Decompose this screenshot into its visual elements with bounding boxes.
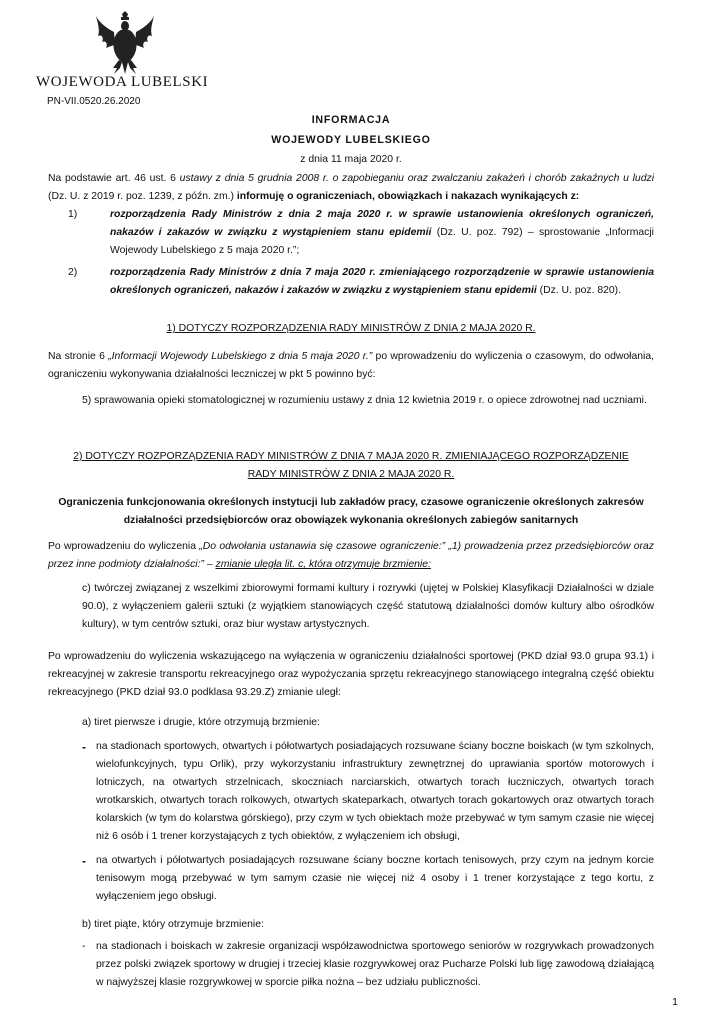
list-item-1-tail: (Dz. U. poz. 792) – sprostowanie „Informacji Wojewody Lubelskiego z 5 maja 2020 r.”; <box>110 227 654 256</box>
section-2-paragraph-2: Po wprowadzeniu do wyliczenia wskazującego na wyłączenia w ograniczeniu działalności sportowej (PKD dział 93.0 grupa 93.1) i rekreacyjnej w zakresie transportu rekreacyjnego oraz wypożyczania sprzętu rekreacyjnego stanowiącego integralną część obiektu rekreacyjnego (PKD dział 93.0 podklasa 93.29.Z) zmianie uległ: <box>48 651 654 698</box>
list-number-2: 2) <box>68 267 78 278</box>
section-2-text-a: Po wprowadzeniu do wyliczenia <box>48 541 200 552</box>
dash-item-3: na stadionach i boiskach w zakresie organizacji współzawodnictwa sportowego seniorów w rozgrywkach prowadzonych przez polski związek sportowy w drugiej i trzeciej klasie rozgrywkowej oraz Pucharze Polski lub ligę zawodową działającą w najwyższej klasie rozgrywkowej w sporcie piłka nożna – bez udziału publiczności. <box>96 941 654 988</box>
reference-number: PN-VII.0520.26.2020 <box>47 96 141 107</box>
section-1-paragraph <box>48 348 654 384</box>
section-2-item-b-label: b) tiret piąte, który otrzymuje brzmienie: <box>82 919 264 930</box>
page-number: 1 <box>672 996 678 1008</box>
intro-text-c: (Dz. U. z 2019 r. poz. 1239, z późn. zm.) <box>48 191 237 202</box>
dash-bullet-3: - <box>82 941 86 952</box>
list-item-2-title: rozporządzenia Rady Ministrów z dnia 7 maja 2020 r. zmieniającego rozporządzenie w sprawie ustanowienia określonych ograniczeń, nakazów i zakazów w związku z wystąpieniem stanu epidemii <box>110 267 654 296</box>
intro-act-title: ustawy z dnia 5 grudnia 2008 r. o zapobieganiu oraz zwalczaniu zakażeń i chorób zakaźnych u ludzi <box>179 173 654 184</box>
list-number-1: 1) <box>68 209 78 220</box>
dash-item-1: na stadionach sportowych, otwartych i półotwartych posiadających rozsuwane ściany boczne boiskach (w tym szkolnych, wielofunkcyjnych, typu Orlik), przy wykorzystaniu infrastruktury zewnętrznej do uprawiania sportów motorowych i lotniczych, na otwartych strzelnicach, skoczniach narciarskich, otwartych torach łuczniczych, otwartych torach wrotkarskich, otwartych torach rolkowych, otwartych skateparkach, otwartych torach gokartowych oraz otwartych torach kolarskich (w tym do kolarstwa górskiego), przy czym w tych obiektach może przebywać w tym samym czasie nie więcej niż 6 osób i 1 trener korzystających z tych obiektów, z wyłączeniem ich obsługi, <box>96 741 654 842</box>
section-2-quote-c: c) twórczej związanej z wszelkimi zbiorowymi formami kultury i rozrywki (ujętej w Polskiej Klasyfikacji Działalności w dziale 90.0), z wyłączeniem galerii sztuki (z wyjątkiem stanowiących część statutową działalności domów kultury albo ośrodków kultury), w tym centrów sztuki, oraz biur wystaw artystycznych. <box>82 583 654 630</box>
dash-item-2: na otwartych i półotwartych posiadających rozsuwane ściany boczne kortach tenisowych, przy czym na jednym korcie tenisowym mogą przebywać w tym samym czasie nie więcej niż 4 osoby i 1 trener korzystające z tego kortu, z wyłączeniem jego obsługi. <box>96 855 654 902</box>
section-2-heading-line-2: RADY MINISTRÓW Z DNIA 2 MAJA 2020 R. <box>247 469 455 480</box>
section-1-text-a: Na stronie 6 <box>48 351 109 362</box>
document-subtitle: WOJEWODY LUBELSKIEGO <box>271 134 431 146</box>
section-2-change-note: zmianie uległa lit. c, która otrzymuje brzmienie: <box>215 559 431 570</box>
intro-paragraph <box>48 170 654 206</box>
intro-text-a: Na podstawie art. 46 ust. 6 <box>48 173 180 184</box>
section-2-subheading: Ograniczenia funkcjonowania określonych instytucji lub zakładów pracy, czasowe ograniczenie określonych zakresów działalności przedsiębiorców oraz obowiązek wykonania określonych zabiegów sanitarnych <box>58 497 644 526</box>
dash-bullet-2: - <box>82 854 86 868</box>
document-date: z dnia 11 maja 2020 r. <box>300 154 402 165</box>
section-1-quoted-title: „Informacji Wojewody Lubelskiego z dnia 5 maja 2020 r.” <box>108 351 373 362</box>
section-1-heading: 1) DOTYCZY ROZPORZĄDZENIA RADY MINISTRÓW Z DNIA 2 MAJA 2020 R. <box>166 323 536 334</box>
list-item-1-title: rozporządzenia Rady Ministrów z dnia 2 maja 2020 r. w sprawie ustanowienia określonych ograniczeń, nakazów i zakazów w związku z wystąpieniem stanu epidemii <box>110 209 654 238</box>
issuer-name: WOJEWODA LUBELSKI <box>36 74 209 90</box>
polish-eagle-emblem-icon <box>94 10 156 76</box>
section-2-item-a-label: a) tiret pierwsze i drugie, które otrzymują brzmienie: <box>82 717 320 728</box>
section-1-quote: 5) sprawowania opieki stomatologicznej w rozumieniu ustawy z dnia 12 kwietnia 2019 r. o opiece zdrowotnej nad uczniami. <box>82 395 647 406</box>
dash-bullet-1: - <box>82 740 86 754</box>
section-2-quoted-text: „Do odwołania ustanawia się czasowe ograniczenie:” „1) prowadzenia przez przedsiębiorców oraz przez inne podmioty działalności:” – <box>48 541 654 570</box>
section-1-text-c: po wprowadzeniu do wyliczenia o czasowym, do odwołania, ograniczeniu wykonywania działalności leczniczej w pkt 5 powinno być: <box>48 351 654 380</box>
section-2-paragraph-1 <box>48 538 654 574</box>
list-item-2 <box>110 264 654 300</box>
intro-text-d: informuję o ograniczeniach, obowiązkach i nakazach wynikających z: <box>236 191 580 202</box>
list-item-1 <box>110 206 654 260</box>
document-title: INFORMACJA <box>311 114 391 126</box>
section-2-heading-line-1: 2) DOTYCZY ROZPORZĄDZENIA RADY MINISTRÓW Z DNIA 7 MAJA 2020 R. ZMIENIAJĄCEGO ROZPORZĄDZENIE <box>73 451 629 462</box>
list-item-2-tail: (Dz. U. poz. 820). <box>536 285 622 296</box>
